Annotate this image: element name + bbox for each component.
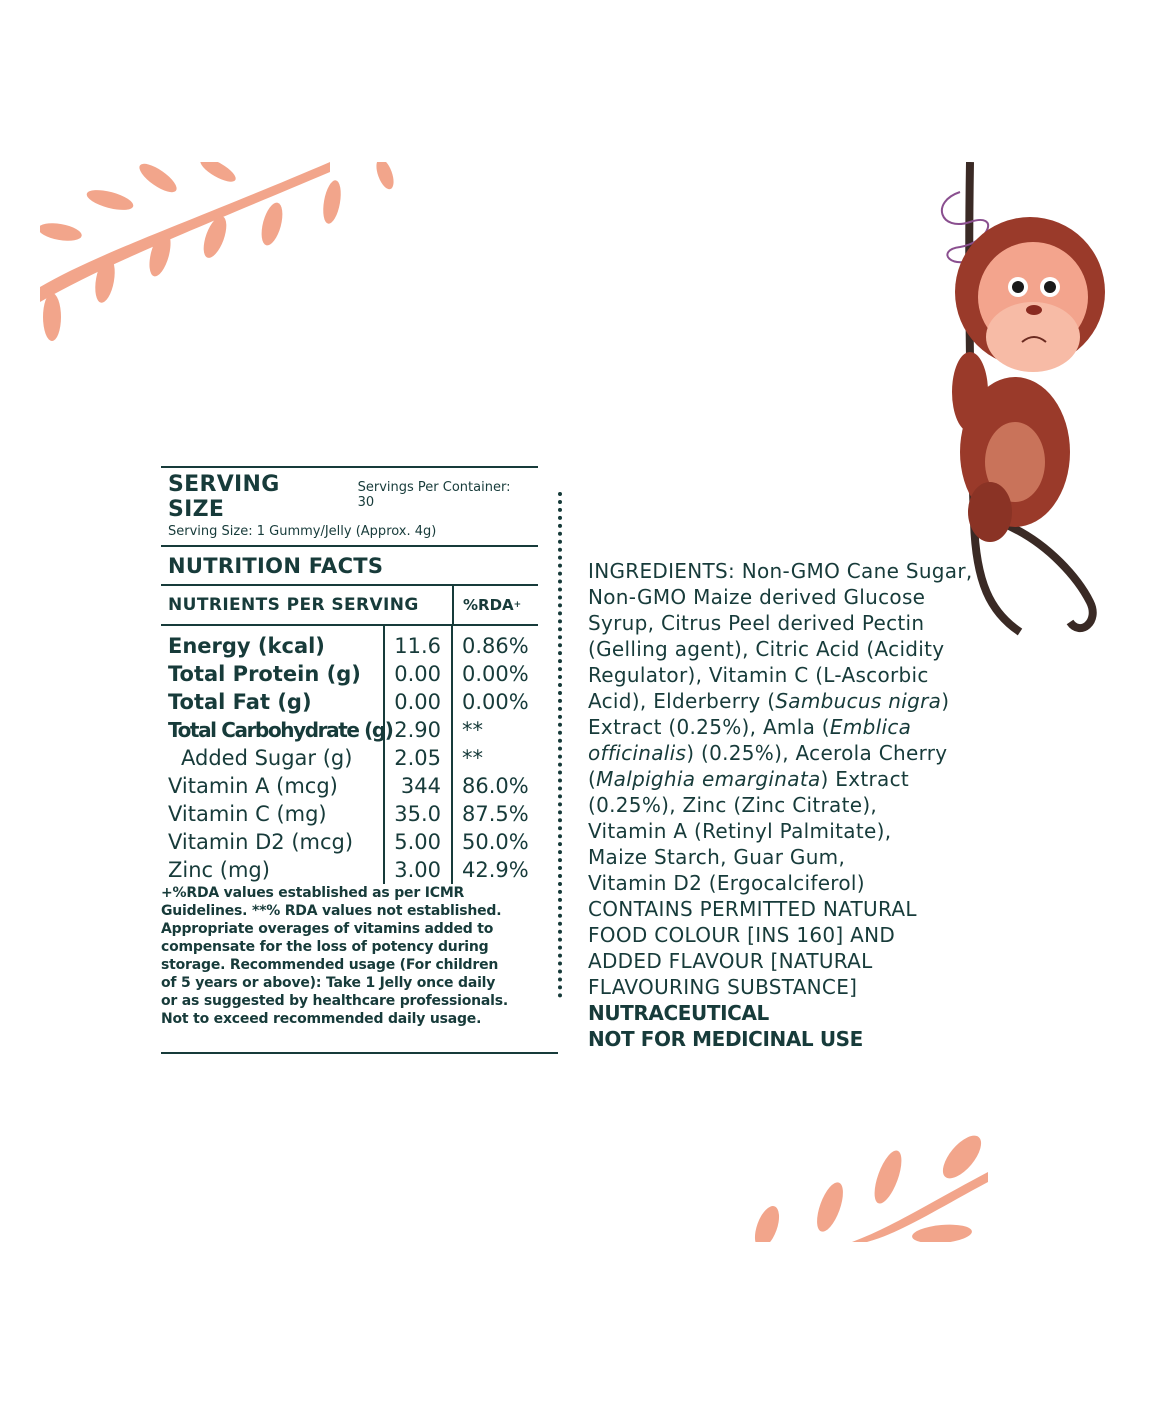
footnote <box>161 884 541 1028</box>
ingredients-line <box>588 766 1008 792</box>
dotted-divider <box>558 492 562 998</box>
nutrient-name: Added Sugar (g) <box>181 746 353 770</box>
table-row <box>161 688 538 716</box>
ingredients-text: ) Extract <box>820 767 910 791</box>
footnote-line: or as suggested by healthcare professionals. <box>161 993 508 1009</box>
table-row <box>161 800 538 828</box>
table-row <box>161 828 538 856</box>
botanical-name: officinalis <box>588 741 687 765</box>
nutrient-name: Vitamin C (mg) <box>168 802 327 826</box>
divider <box>161 1052 558 1054</box>
footnote-line: storage. Recommended usage (For children <box>161 957 499 973</box>
nutrient-amount: 0.00 <box>394 662 441 686</box>
nutrient-rda: 86.0% <box>462 774 529 798</box>
ingredients-line: Maize Starch, Guar Gum, <box>588 845 846 869</box>
ingredients-line: FLAVOURING SUBSTANCE] <box>588 975 858 999</box>
footnote-line: compensate for the loss of potency during <box>161 939 489 955</box>
table-row <box>161 772 538 800</box>
footnote-line: Guidelines. **% RDA values not established. <box>161 903 502 919</box>
footnote-line: of 5 years or above): Take 1 Jelly once daily <box>161 975 496 991</box>
footnote-line: Appropriate overages of vitamins added to <box>161 921 494 937</box>
nutrient-amount: 0.00 <box>394 690 441 714</box>
botanical-name: Malpighia emarginata <box>596 767 821 791</box>
ingredients-line: Vitamin A (Retinyl Palmitate), <box>588 819 892 843</box>
nutrient-name: Total Protein (g) <box>168 662 361 686</box>
nutraceutical-label: NUTRACEUTICAL <box>588 1001 769 1025</box>
nutrient-rda: 42.9% <box>462 858 529 882</box>
nutrient-amount: 35.0 <box>394 802 441 826</box>
nutrition-panel <box>161 466 538 884</box>
nutrient-amount: 3.00 <box>394 858 441 882</box>
nutrient-name: Total Carbohydrate (g) <box>168 718 393 742</box>
botanical-name: Emblica <box>829 715 912 739</box>
rda-header-mark: + <box>513 600 522 610</box>
table-row <box>161 744 538 772</box>
nutrient-name: Total Fat (g) <box>168 690 312 714</box>
ingredients-line <box>588 714 1008 740</box>
nutrient-rda: 87.5% <box>462 802 529 826</box>
ingredients-text: ( <box>588 767 597 791</box>
botanical-name: Sambucus nigra <box>775 689 942 713</box>
ingredients-line: Regulator), Vitamin C (L-Ascorbic <box>588 663 929 687</box>
nutrient-rda: 50.0% <box>462 830 529 854</box>
nutrient-rda: 0.00% <box>462 690 529 714</box>
table-row <box>161 632 538 660</box>
ingredients-line <box>588 688 1008 714</box>
ingredients-text: Acid), Elderberry ( <box>588 689 776 713</box>
nutrient-name: Vitamin A (mcg) <box>168 774 338 798</box>
table-row <box>161 716 538 744</box>
footnote-line: Not to exceed recommended daily usage. <box>161 1011 482 1027</box>
serving-section <box>161 468 538 545</box>
ingredients-line: Syrup, Citrus Peel derived Pectin <box>588 611 925 635</box>
nutrient-amount: 344 <box>400 774 441 798</box>
nutrient-amount: 5.00 <box>394 830 441 854</box>
table-row <box>161 856 538 884</box>
nutrient-name: Zinc (mg) <box>168 858 270 882</box>
ingredients-text: ) <box>941 689 950 713</box>
nutrient-rda: ** <box>462 746 483 770</box>
nutrient-amount: 11.6 <box>394 634 441 658</box>
ingredients-text: Extract (0.25%), Amla ( <box>588 715 830 739</box>
nutrient-rda: 0.86% <box>462 634 529 658</box>
ingredients-line: INGREDIENTS: Non-GMO Cane Sugar, <box>588 559 973 583</box>
leaf-branch-icon <box>752 1132 988 1242</box>
footnote-line: +%RDA values established as per ICMR <box>161 885 465 901</box>
ingredients-section <box>588 558 1008 1052</box>
ingredients-line: FOOD COLOUR [INS 160] AND <box>588 923 896 947</box>
nutrient-name: Energy (kcal) <box>168 634 325 658</box>
table-row <box>161 660 538 688</box>
serving-size-title: SERVING SIZE <box>168 472 280 522</box>
ingredients-line: (0.25%), Zinc (Zinc Citrate), <box>588 793 878 817</box>
ingredients-line: Non-GMO Maize derived Glucose <box>588 585 926 609</box>
nutrient-amount: 2.05 <box>394 746 441 770</box>
rda-header <box>452 586 538 624</box>
nutrients-header: NUTRIENTS PER SERVING <box>168 595 419 615</box>
nutrient-amount: 2.90 <box>394 718 441 742</box>
not-medicinal-label: NOT FOR MEDICINAL USE <box>588 1027 863 1051</box>
rda-header-label: %RDA <box>463 596 514 614</box>
nutrient-name: Vitamin D2 (mcg) <box>168 830 354 854</box>
leaf-branch-icon <box>40 162 400 347</box>
ingredients-line: CONTAINS PERMITTED NATURAL <box>588 897 917 921</box>
ingredients-line: (Gelling agent), Citric Acid (Acidity <box>588 637 945 661</box>
ingredients-text: ) (0.25%), Acerola Cherry <box>686 741 948 765</box>
servings-per-container: Servings Per Container: 30 <box>357 480 511 510</box>
ingredients-line: Vitamin D2 (Ergocalciferol) <box>588 871 865 895</box>
nutrient-rda: 0.00% <box>462 662 529 686</box>
ingredients-line: ADDED FLAVOUR [NATURAL <box>588 949 873 973</box>
nutrient-rda: ** <box>462 718 483 742</box>
table-header <box>161 586 538 624</box>
nutrient-table <box>161 626 538 884</box>
nutrition-facts-title: NUTRITION FACTS <box>168 554 384 578</box>
ingredients-line <box>588 740 1008 766</box>
serving-size-text: Serving Size: 1 Gummy/Jelly (Approx. 4g) <box>168 524 437 539</box>
